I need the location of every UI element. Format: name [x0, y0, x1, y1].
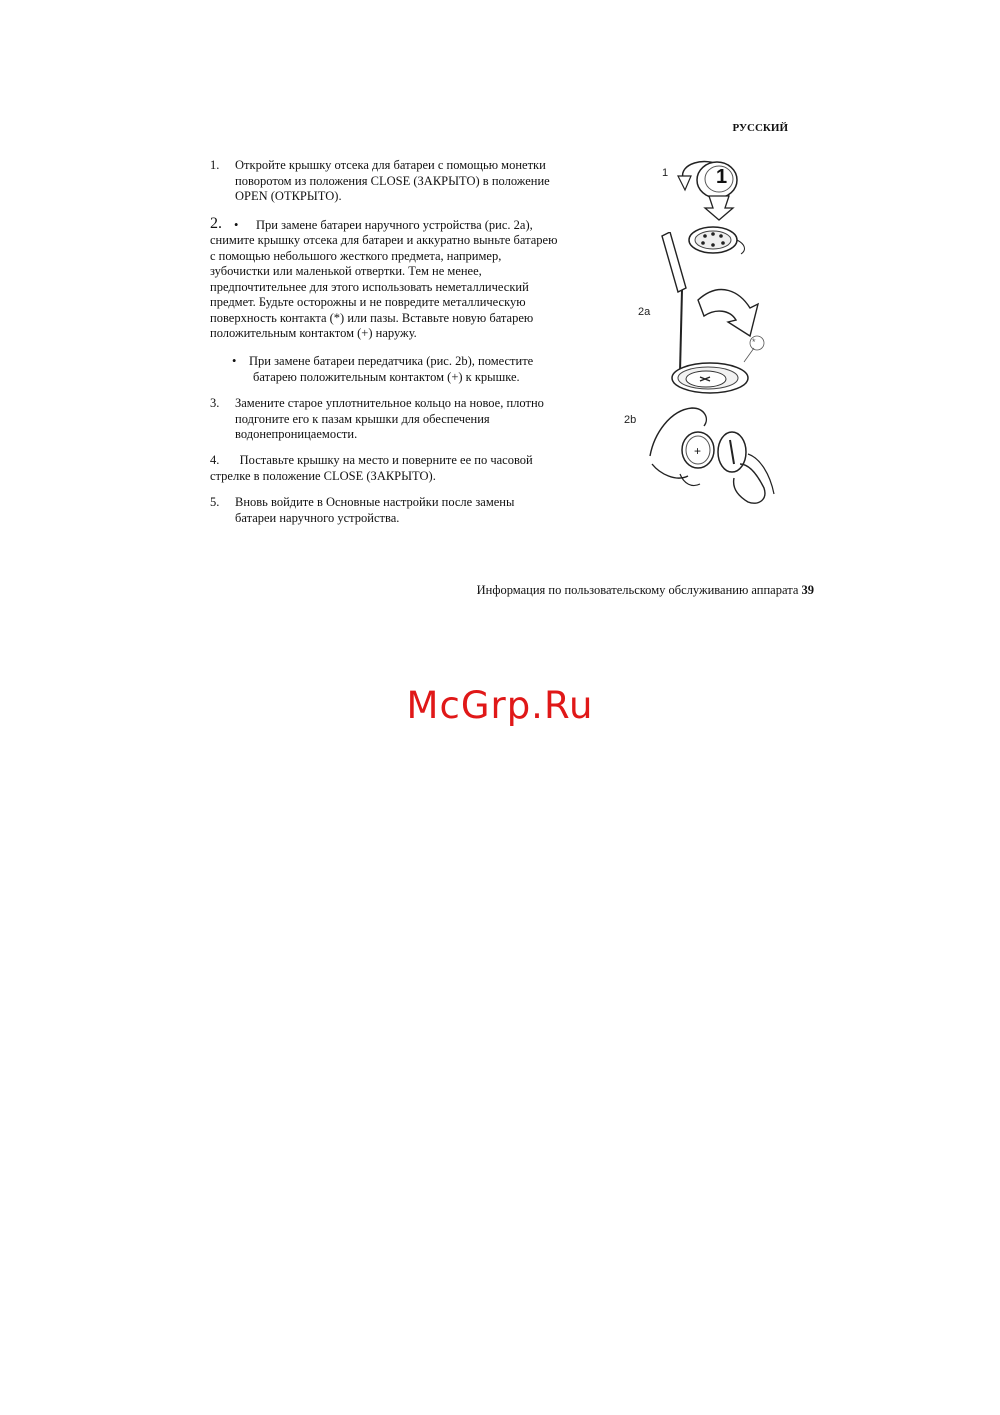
language-label: РУССКИЙ [732, 122, 788, 134]
contact-asterisk: * [752, 337, 756, 347]
battery-plus: + [694, 444, 702, 458]
step-line: водонепроницаемости. [235, 427, 358, 441]
screwdriver-illustration [660, 232, 790, 402]
step-1 [210, 158, 590, 205]
step-line: Вновь войдите в Основные настройки после замены [235, 495, 515, 509]
page-number: 39 [801, 583, 814, 597]
step-line: предпочтительнее для этого использовать неметаллический [210, 279, 529, 294]
footer-text: Информация по пользовательскому обслуживанию аппарата [476, 583, 802, 597]
step-line: поворотом из положения CLOSE (ЗАКРЫТО) в положение [235, 173, 550, 188]
step-number: 2. [210, 215, 222, 232]
step-3 [210, 396, 590, 443]
step-2 [210, 216, 590, 342]
step-4 [210, 453, 590, 484]
step-line: Откройте крышку отсека для батареи с помощью монетки [235, 158, 546, 172]
bullet: • [232, 354, 237, 368]
step-line: с помощью небольшого жесткого предмета, например, [210, 248, 502, 263]
page-footer [380, 583, 814, 598]
bullet: • [234, 218, 239, 232]
step-5 [210, 495, 590, 526]
step-line: Поставьте крышку на место и поверните ее по часовой [239, 453, 533, 467]
figure-label-2a: 2a [638, 306, 651, 318]
step-line: подгоните его к пазам крышки для обеспечения [235, 411, 490, 426]
battery-figure [620, 152, 790, 512]
step-number: 1. [210, 158, 220, 172]
step-line: стрелке в положение CLOSE (ЗАКРЫТО). [210, 468, 436, 483]
figure-label-1: 1 [662, 167, 669, 179]
step-line: поверхность контакта (*) или пазы. Вставьте новую батарею [210, 310, 534, 325]
step-line: снимите крышку отсека для батареи и аккуратно выньте батарею [210, 233, 558, 247]
step-number: 3. [210, 396, 220, 410]
step-line: положительным контактом (+) наружу. [210, 326, 417, 340]
hand-battery-illustration [640, 404, 780, 508]
step-number: 4. [210, 453, 220, 467]
step-line: батареи наручного устройства. [235, 510, 400, 525]
watermark: McGrp.Ru [406, 684, 594, 727]
figure-label-2b: 2b [624, 414, 637, 426]
step-line: OPEN (ОТКРЫТО). [235, 189, 342, 203]
step-line: При замене батареи наручного устройства (рис. 2а), [256, 218, 533, 232]
step-line: предмет. Будьте осторожны и не повредите металлическую [210, 295, 526, 309]
step-line: зубочистки или маленькой отвертки. Тем не менее, [210, 264, 482, 278]
coin-number: 1 [716, 166, 728, 188]
step-number: 5. [210, 495, 220, 509]
step-line: При замене батареи передатчика (рис. 2b), поместите [249, 354, 534, 368]
step-2b [210, 354, 590, 385]
step-line: батарею положительным контактом (+) к крышке. [253, 369, 520, 384]
step-line: Замените старое уплотнительное кольцо на новое, плотно [235, 396, 544, 410]
